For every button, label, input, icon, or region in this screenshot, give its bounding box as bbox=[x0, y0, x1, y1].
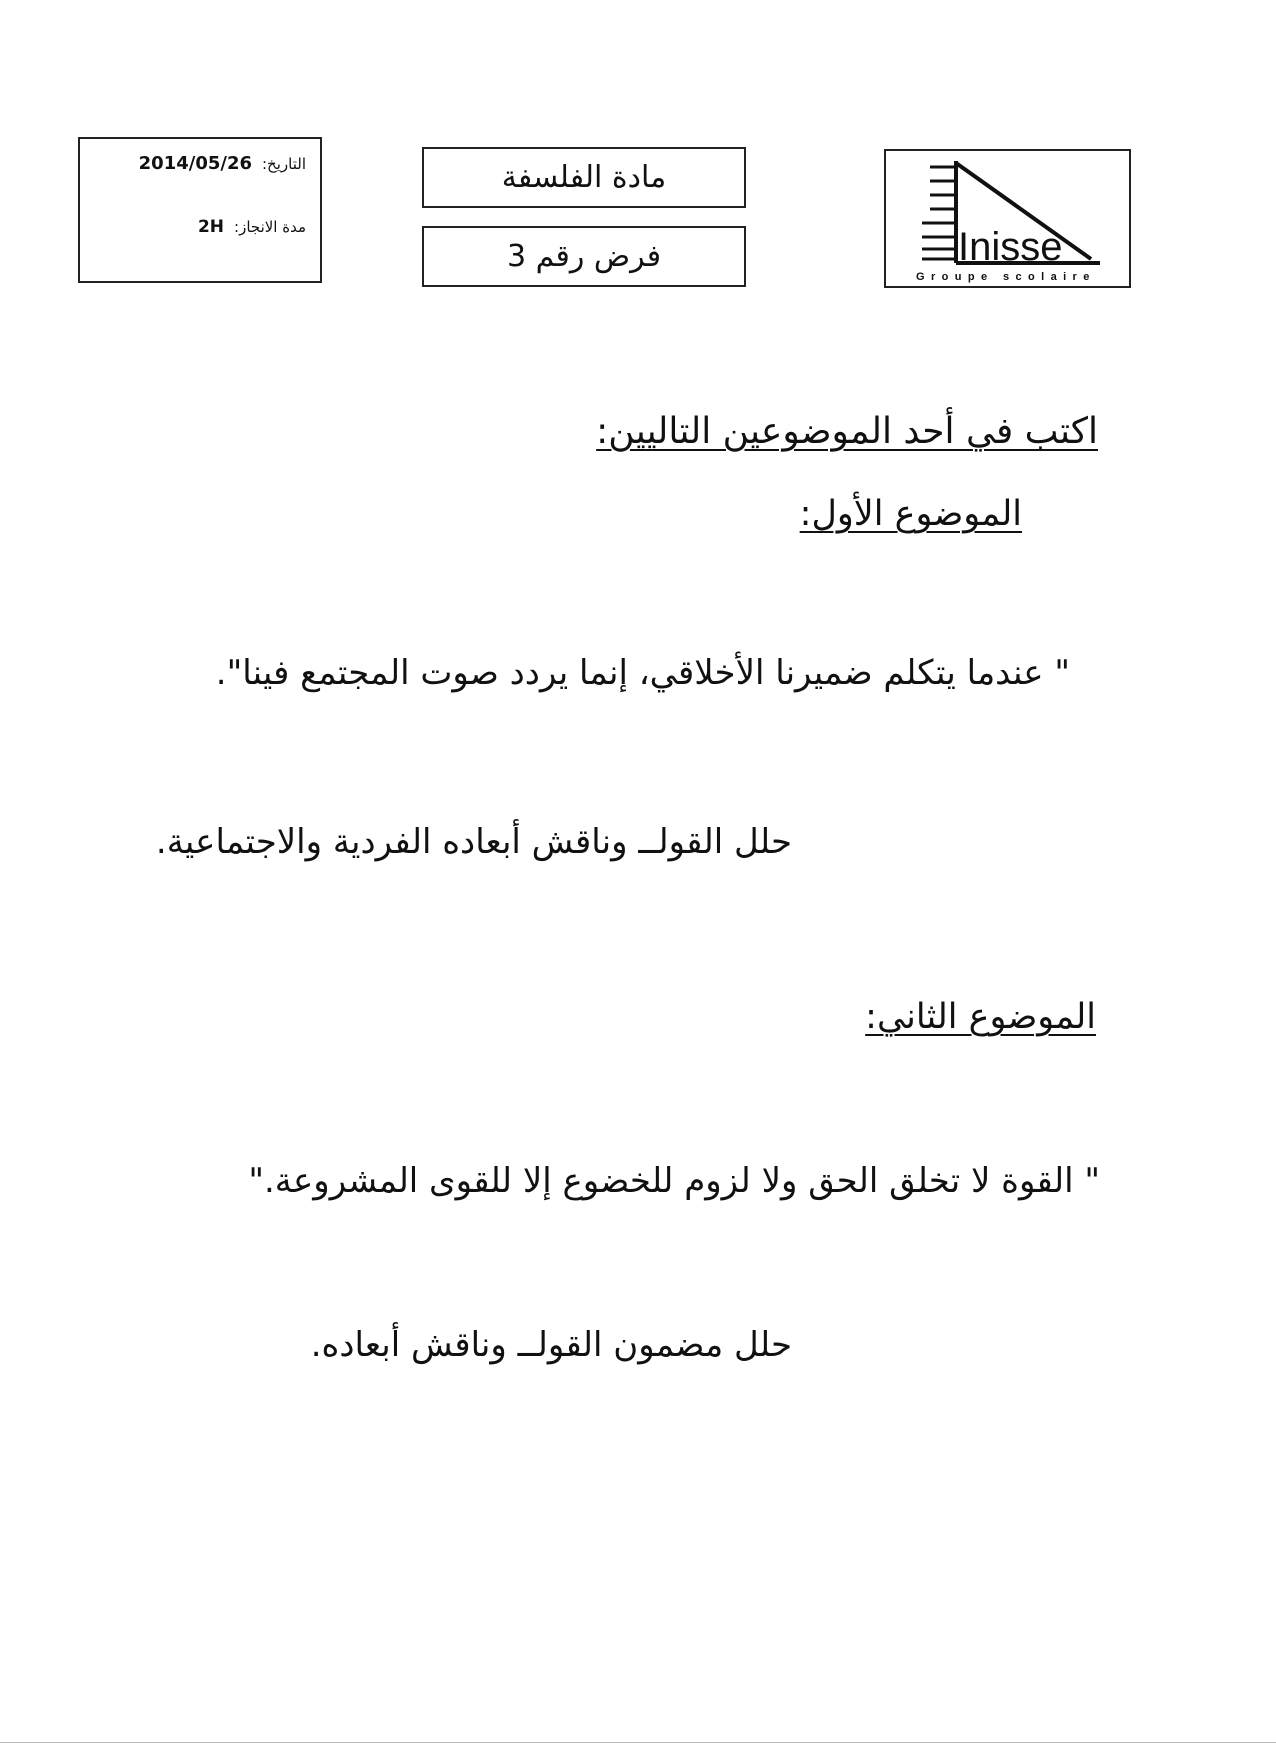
date-row bbox=[139, 153, 306, 174]
subject-box bbox=[422, 147, 746, 208]
topic-2-heading: الموضوع الثاني: bbox=[865, 997, 1096, 1037]
logo-box bbox=[884, 149, 1131, 288]
topic-2-quote: " القوة لا تخلق الحق ولا لزوم للخضوع إلا للقوى المشروعة." bbox=[248, 1161, 1100, 1201]
topic-2-task: حلل مضمون القولــ وناقش أبعاده. bbox=[310, 1325, 792, 1365]
duration-value: 2H bbox=[197, 217, 225, 237]
exam-box bbox=[422, 226, 746, 287]
logo-stripes bbox=[922, 167, 956, 259]
date-label: التاريخ: bbox=[262, 155, 306, 173]
exam-title: فرض رقم 3 bbox=[506, 239, 662, 274]
subject-title: مادة الفلسفة bbox=[501, 160, 667, 195]
logo-tagline: Groupe scolaire bbox=[916, 271, 1096, 283]
school-logo bbox=[886, 151, 1129, 286]
exam-info-box bbox=[78, 137, 322, 283]
logo-brand: Inisse bbox=[958, 225, 1063, 269]
duration-row bbox=[198, 217, 306, 237]
page-bottom-rule bbox=[0, 1742, 1276, 1743]
topic-1-task: حلل القولــ وناقش أبعاده الفردية والاجتماعية. bbox=[155, 822, 792, 862]
date-value: 2014/05/26 bbox=[138, 153, 252, 174]
instructions: اكتب في أحد الموضوعين التاليين: bbox=[596, 411, 1098, 452]
topic-1-quote: " عندما يتكلم ضميرنا الأخلاقي، إنما يردد صوت المجتمع فينا". bbox=[215, 653, 1070, 693]
topic-1-heading: الموضوع الأول: bbox=[799, 494, 1022, 534]
duration-label: مدة الانجاز: bbox=[234, 218, 306, 236]
